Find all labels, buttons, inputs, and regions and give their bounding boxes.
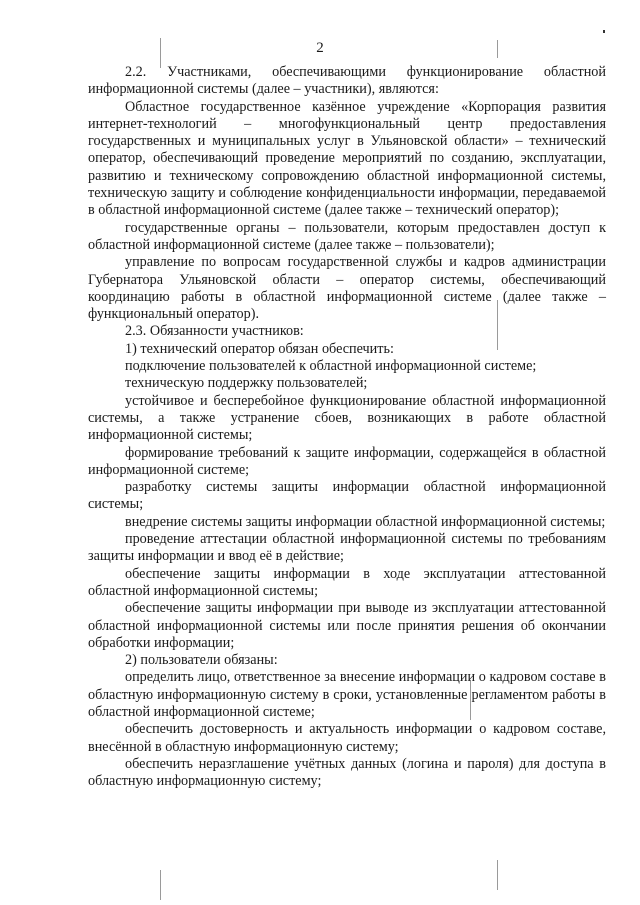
paragraph: устойчивое и бесперебойное функционирование областной информационной системы, а также устранение сбоев, возникающих в работе областной информационной системы; xyxy=(88,392,606,444)
paragraph: 2.2. Участниками, обеспечивающими функционирование областной информационной системы (далее – участники), являются: xyxy=(88,64,606,98)
scan-artifact-dot xyxy=(603,30,605,33)
list-heading: 2) пользователи обязаны: xyxy=(125,652,278,669)
paragraph: управление по вопросам государственной службы и кадров администрации Губернатора Ульяновской области – оператор системы, обеспечивающий координацию работы в областной информационной системе (далее также – функциональный оператор). xyxy=(88,254,606,323)
scan-artifact-line xyxy=(160,870,161,900)
scan-artifact-line xyxy=(497,860,498,890)
section-heading: 2.3. Обязанности участников: xyxy=(125,323,304,340)
paragraph: определить лицо, ответственное за внесение информации о кадровом составе в областную информационную систему в сроки, установленные регламентом работы в областной информационной системе; xyxy=(88,669,606,720)
paragraph: проведение аттестации областной информационной системы по требованиям защиты информации и ввод её в действие; xyxy=(88,531,606,565)
paragraph: подключение пользователей к областной информационной системе; xyxy=(125,358,537,375)
document-body xyxy=(88,64,606,790)
paragraph: обеспечение защиты информации при выводе из эксплуатации аттестованной областной информационной системы или после принятия решения об окончании обработки информации; xyxy=(88,600,606,651)
paragraph: обеспечение защиты информации в ходе эксплуатации аттестованной областной информационной системы; xyxy=(88,565,606,599)
paragraph: обеспечить неразглашение учётных данных (логина и пароля) для доступа в областную информационную систему; xyxy=(88,755,606,790)
paragraph: обеспечить достоверность и актуальность информации о кадровом составе, внесённой в областную информационную систему; xyxy=(88,721,606,755)
paragraph: разработку системы защиты информации областной информационной системы; xyxy=(88,479,606,513)
paragraph: техническую поддержку пользователей; xyxy=(125,375,368,392)
page-number: 2 xyxy=(316,40,324,56)
list-heading: 1) технический оператор обязан обеспечить: xyxy=(125,340,394,357)
paragraph: государственные органы – пользователи, которым предоставлен доступ к областной информационной системе (далее также – пользователи); xyxy=(88,219,606,253)
paragraph: внедрение системы защиты информации областной информационной системы; xyxy=(125,513,606,530)
paragraph: Областное государственное казённое учреждение «Корпорация развития интернет-технологий – многофункциональный центр предоставления государственных и муниципальных услуг в Ульяновской области» – технический оператор, обеспечивающий проведение мероприятий по созданию, эксплуатации, развитию и техническому сопровождению областной информационной системы, техническую защиту и соблюдение конфиденциальности информации, передаваемой в областной информационной системе (далее также – технический оператор); xyxy=(88,98,606,219)
paragraph: формирование требований к защите информации, содержащейся в областной информационной системе; xyxy=(88,444,606,478)
